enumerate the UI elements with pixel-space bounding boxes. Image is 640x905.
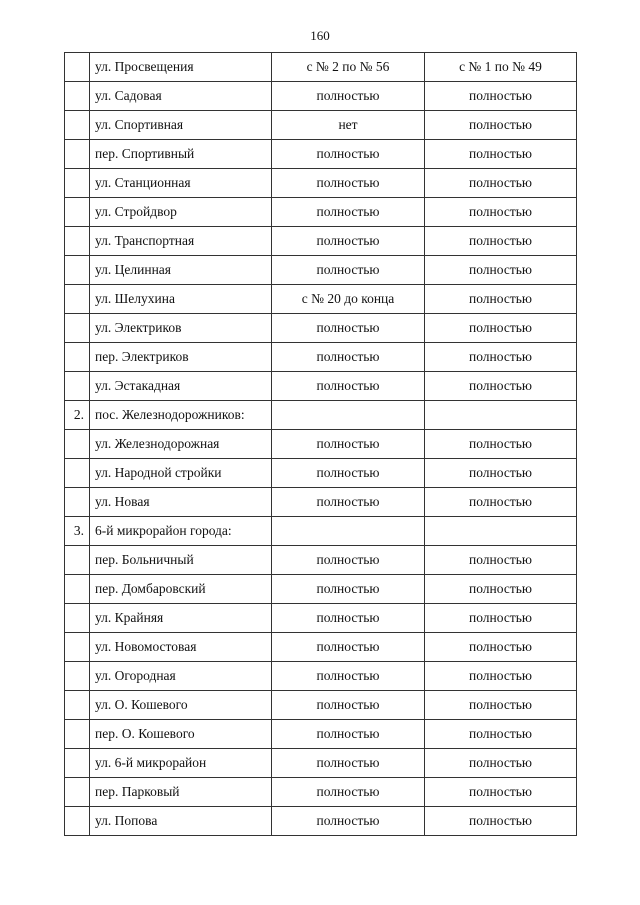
even-side-cell: полностью: [272, 807, 425, 836]
odd-side-cell: полностью: [425, 314, 577, 343]
odd-side-cell: полностью: [425, 662, 577, 691]
table-row: [65, 604, 577, 633]
table-row: [65, 198, 577, 227]
odd-side-cell: полностью: [425, 459, 577, 488]
row-number-cell: [65, 140, 90, 169]
even-side-cell: полностью: [272, 691, 425, 720]
row-number-cell: [65, 749, 90, 778]
row-number-cell: [65, 488, 90, 517]
row-number-cell: [65, 169, 90, 198]
odd-side-cell: [425, 517, 577, 546]
page-number: 160: [310, 28, 330, 43]
row-number-cell: [65, 430, 90, 459]
even-side-cell: полностью: [272, 546, 425, 575]
even-side-cell: полностью: [272, 372, 425, 401]
street-name-cell: ул. Попова: [90, 807, 272, 836]
street-name-cell: ул. Спортивная: [90, 111, 272, 140]
even-side-cell: [272, 401, 425, 430]
street-name-cell: ул. Железнодорожная: [90, 430, 272, 459]
table-row: [65, 459, 577, 488]
even-side-cell: полностью: [272, 430, 425, 459]
table-row: [65, 575, 577, 604]
table-row: [65, 111, 577, 140]
odd-side-cell: полностью: [425, 488, 577, 517]
table-row: [65, 53, 577, 82]
row-number-cell: [65, 807, 90, 836]
row-number-cell: [65, 720, 90, 749]
row-number-cell: [65, 778, 90, 807]
odd-side-cell: полностью: [425, 778, 577, 807]
table-row: [65, 749, 577, 778]
even-side-cell: полностью: [272, 140, 425, 169]
odd-side-cell: с № 1 по № 49: [425, 53, 577, 82]
row-number-cell: [65, 691, 90, 720]
street-name-cell: пер. О. Кошевого: [90, 720, 272, 749]
even-side-cell: полностью: [272, 314, 425, 343]
even-side-cell: с № 2 по № 56: [272, 53, 425, 82]
row-number-cell: 2.: [65, 401, 90, 430]
street-name-cell: ул. Эстакадная: [90, 372, 272, 401]
table-section-row: [65, 517, 577, 546]
street-name-cell: ул. Огородная: [90, 662, 272, 691]
row-number-cell: [65, 82, 90, 111]
street-name-cell: ул. Станционная: [90, 169, 272, 198]
even-side-cell: полностью: [272, 575, 425, 604]
row-number-cell: [65, 285, 90, 314]
odd-side-cell: полностью: [425, 720, 577, 749]
table-row: [65, 227, 577, 256]
even-side-cell: полностью: [272, 256, 425, 285]
street-name-cell: ул. Целинная: [90, 256, 272, 285]
table-row: [65, 488, 577, 517]
row-number-cell: [65, 662, 90, 691]
even-side-cell: нет: [272, 111, 425, 140]
odd-side-cell: полностью: [425, 256, 577, 285]
street-name-cell: пер. Домбаровский: [90, 575, 272, 604]
odd-side-cell: полностью: [425, 285, 577, 314]
street-name-cell: ул. Садовая: [90, 82, 272, 111]
street-name-cell: ул. Крайняя: [90, 604, 272, 633]
odd-side-cell: полностью: [425, 546, 577, 575]
table-row: [65, 430, 577, 459]
street-name-cell: ул. О. Кошевого: [90, 691, 272, 720]
row-number-cell: [65, 227, 90, 256]
street-name-cell: ул. Новая: [90, 488, 272, 517]
table-row: [65, 720, 577, 749]
street-name-cell: ул. Электриков: [90, 314, 272, 343]
row-number-cell: [65, 459, 90, 488]
street-name-cell: 6-й микрорайон города:: [90, 517, 272, 546]
row-number-cell: [65, 343, 90, 372]
street-name-cell: ул. 6-й микрорайон: [90, 749, 272, 778]
even-side-cell: полностью: [272, 343, 425, 372]
table-row: [65, 256, 577, 285]
even-side-cell: полностью: [272, 604, 425, 633]
row-number-cell: [65, 198, 90, 227]
table-row: [65, 314, 577, 343]
row-number-cell: [65, 372, 90, 401]
row-number-cell: [65, 546, 90, 575]
street-name-cell: пос. Железнодорожников:: [90, 401, 272, 430]
even-side-cell: полностью: [272, 459, 425, 488]
row-number-cell: [65, 633, 90, 662]
even-side-cell: полностью: [272, 749, 425, 778]
odd-side-cell: полностью: [425, 372, 577, 401]
row-number-cell: [65, 314, 90, 343]
row-number-cell: [65, 575, 90, 604]
street-name-cell: пер. Спортивный: [90, 140, 272, 169]
street-name-cell: ул. Транспортная: [90, 227, 272, 256]
odd-side-cell: полностью: [425, 140, 577, 169]
odd-side-cell: полностью: [425, 227, 577, 256]
street-name-cell: пер. Электриков: [90, 343, 272, 372]
odd-side-cell: полностью: [425, 198, 577, 227]
table-row: [65, 662, 577, 691]
even-side-cell: полностью: [272, 778, 425, 807]
odd-side-cell: полностью: [425, 82, 577, 111]
table-row: [65, 285, 577, 314]
table-row: [65, 633, 577, 662]
even-side-cell: полностью: [272, 488, 425, 517]
even-side-cell: [272, 517, 425, 546]
table-row: [65, 372, 577, 401]
row-number-cell: [65, 53, 90, 82]
odd-side-cell: полностью: [425, 633, 577, 662]
street-name-cell: ул. Стройдвор: [90, 198, 272, 227]
street-name-cell: ул. Просвещения: [90, 53, 272, 82]
odd-side-cell: полностью: [425, 430, 577, 459]
street-name-cell: ул. Народной стройки: [90, 459, 272, 488]
even-side-cell: полностью: [272, 169, 425, 198]
street-name-cell: пер. Больничный: [90, 546, 272, 575]
odd-side-cell: полностью: [425, 691, 577, 720]
street-name-cell: пер. Парковый: [90, 778, 272, 807]
odd-side-cell: полностью: [425, 807, 577, 836]
table-row: [65, 691, 577, 720]
table-body: [65, 53, 577, 836]
streets-table: [64, 52, 577, 836]
table-row: [65, 169, 577, 198]
even-side-cell: полностью: [272, 227, 425, 256]
even-side-cell: полностью: [272, 82, 425, 111]
odd-side-cell: полностью: [425, 749, 577, 778]
even-side-cell: с № 20 до конца: [272, 285, 425, 314]
table-row: [65, 546, 577, 575]
table-row: [65, 343, 577, 372]
even-side-cell: полностью: [272, 198, 425, 227]
table-row: [65, 778, 577, 807]
odd-side-cell: полностью: [425, 111, 577, 140]
street-name-cell: ул. Новомостовая: [90, 633, 272, 662]
odd-side-cell: полностью: [425, 343, 577, 372]
table-row: [65, 807, 577, 836]
row-number-cell: [65, 604, 90, 633]
odd-side-cell: полностью: [425, 604, 577, 633]
table-row: [65, 140, 577, 169]
street-name-cell: ул. Шелухина: [90, 285, 272, 314]
odd-side-cell: полностью: [425, 169, 577, 198]
even-side-cell: полностью: [272, 633, 425, 662]
row-number-cell: [65, 111, 90, 140]
table-row: [65, 82, 577, 111]
table-section-row: [65, 401, 577, 430]
row-number-cell: [65, 256, 90, 285]
odd-side-cell: полностью: [425, 575, 577, 604]
odd-side-cell: [425, 401, 577, 430]
row-number-cell: 3.: [65, 517, 90, 546]
even-side-cell: полностью: [272, 662, 425, 691]
even-side-cell: полностью: [272, 720, 425, 749]
